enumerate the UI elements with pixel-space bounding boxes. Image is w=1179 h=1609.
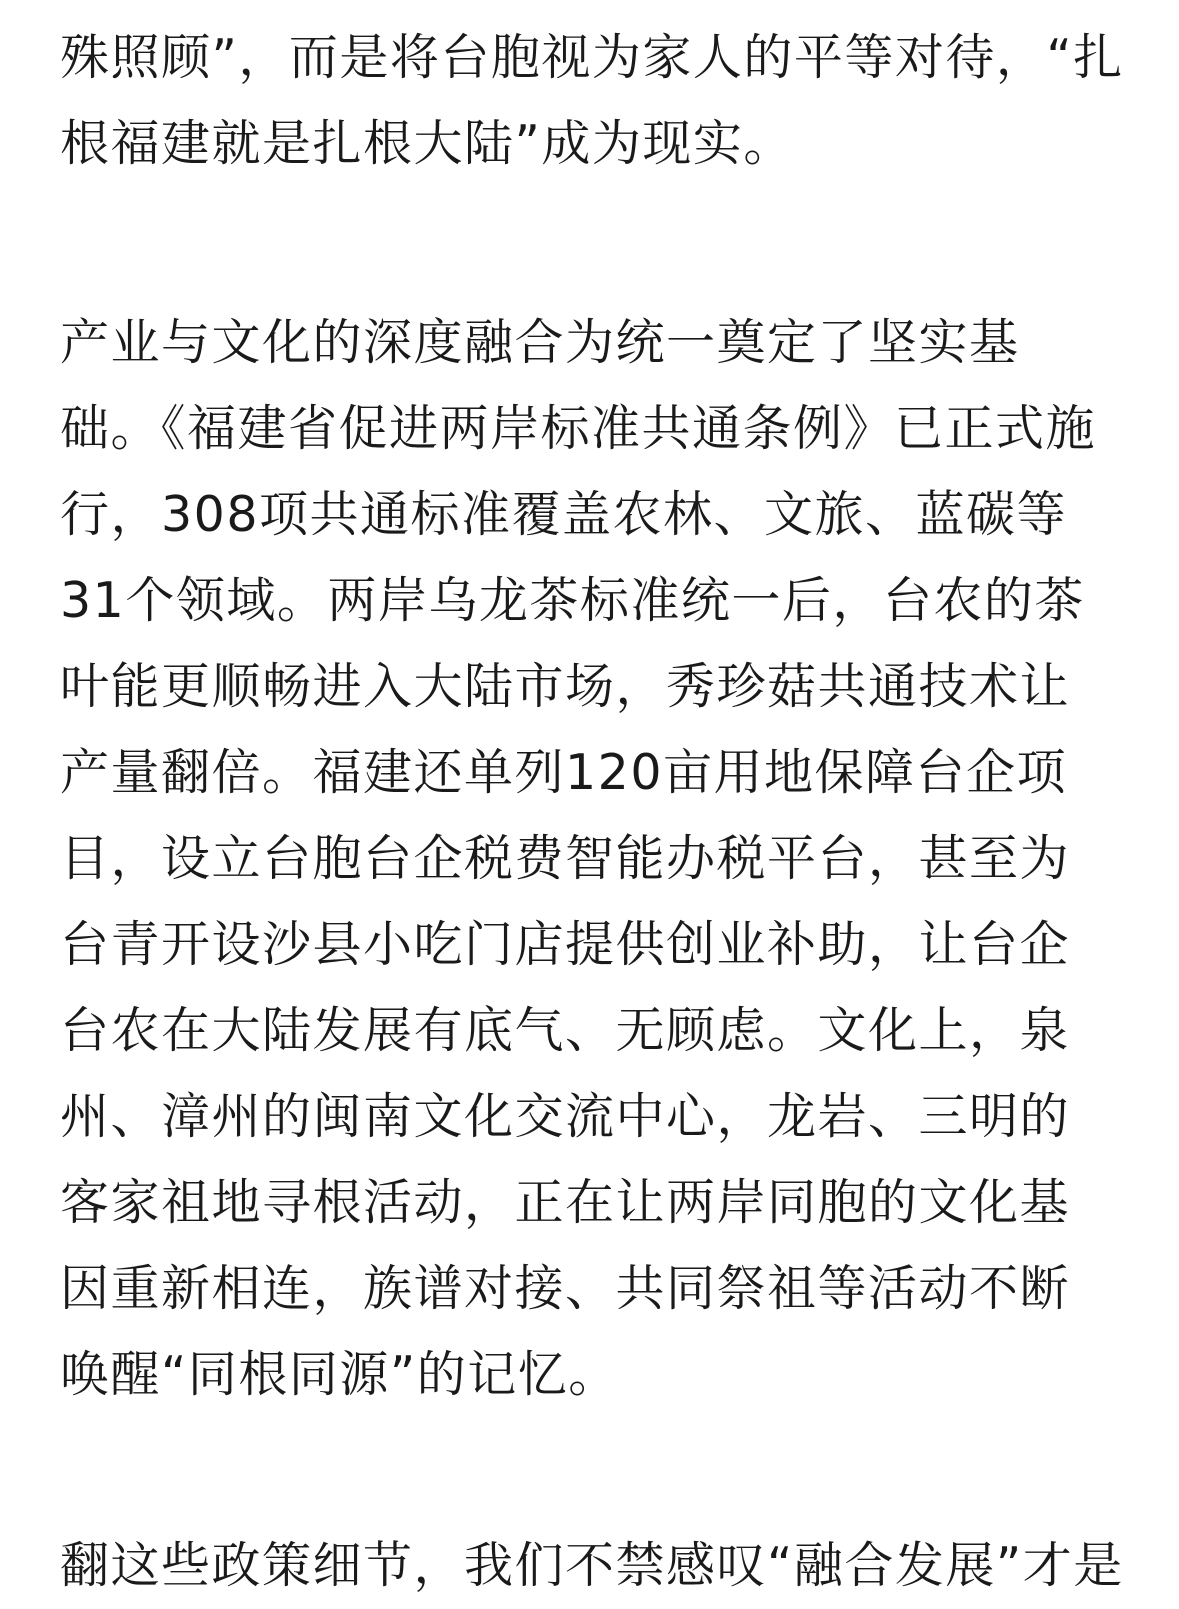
text-line: 叶能更顺畅进入大陆市场，秀珍菇共通技术让 [60, 658, 1071, 715]
paragraph [60, 1523, 1124, 1609]
text-line: 翻这些政策细节，我们不禁感叹“融合发展”才是 [60, 1537, 1124, 1594]
text-line: 殊照顾”，而是将台胞视为家人的平等对待，“扎 [60, 29, 1124, 86]
text-line: 州、漳州的闽南文化交流中心，龙岩、三明的 [60, 1088, 1071, 1145]
text-line: 根福建就是扎根大陆”成为现实。 [60, 115, 794, 172]
paragraph [60, 15, 1124, 187]
text-line: 台青开设沙县小吃门店提供创业补助，让台企 [60, 916, 1071, 973]
paragraph [60, 300, 1095, 1418]
text-line: 唤醒“同根同源”的记忆。 [60, 1346, 619, 1403]
text-line: 客家祖地寻根活动，正在让两岸同胞的文化基 [60, 1174, 1071, 1231]
text-line: 产量翻倍。福建还单列120亩用地保障台企项 [60, 744, 1068, 801]
text-line: 产业与文化的深度融合为统一奠定了坚实基 [60, 314, 1020, 371]
text-line: 31个领域。两岸乌龙茶标准统一后，台农的茶 [60, 572, 1085, 629]
text-line: 台农在大陆发展有底气、无顾虑。文化上，泉 [60, 1002, 1071, 1059]
text-line: 础。《福建省促进两岸标准共通条例》已正式施 [60, 400, 1097, 457]
text-line: 行，308项共通标准覆盖农林、文旅、蓝碳等 [60, 486, 1068, 543]
text-line: 因重新相连，族谱对接、共同祭祖等活动不断 [60, 1260, 1071, 1317]
text-line: 目，设立台胞台企税费智能办税平台，甚至为 [60, 830, 1071, 887]
